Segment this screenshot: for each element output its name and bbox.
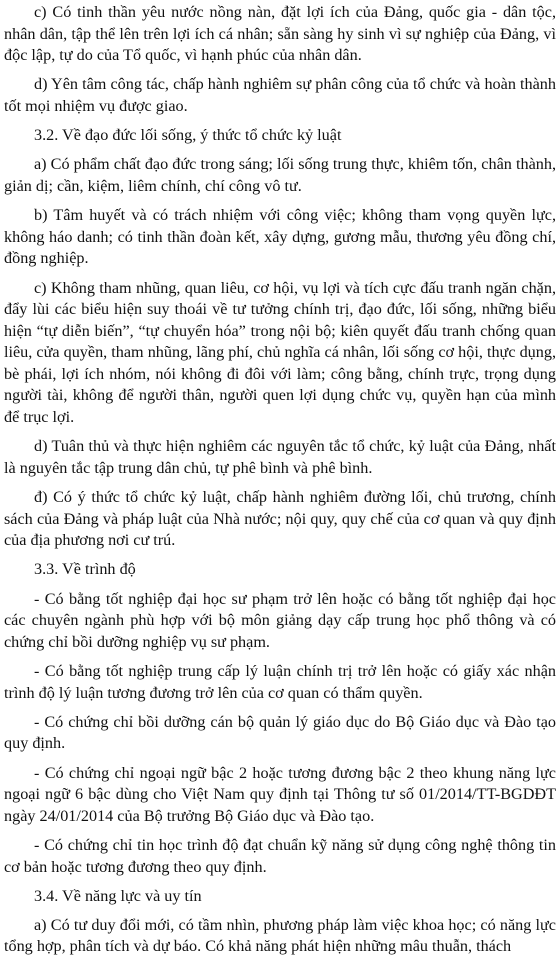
paragraph-3-2-dd: đ) Có ý thức tổ chức kỷ luật, chấp hành nghiêm đường lối, chủ trương, chính sách của Đảng và pháp luật của Nhà nước; nội quy, quy chế của cơ quan và quy định của địa phương nơi cư trú. [4,488,556,550]
paragraph-3-3-degree: - Có bằng tốt nghiệp đại học sư phạm trở lên hoặc có bằng tốt nghiệp đại học các chuyên ngành phù hợp với bộ môn giảng dạy cấp trung học phổ thông và có chứng chỉ bồi dưỡng nghiệp vụ sư phạm. [4,589,556,651]
paragraph-3-2-a: a) Có phẩm chất đạo đức trong sáng; lối sống trung thực, khiêm tốn, chân thành, giản dị; cần, kiệm, liêm chính, chí công vô tư. [4,155,556,195]
section-heading-3-2: 3.2. Về đạo đức lối sống, ý thức tổ chức kỷ luật [34,126,342,145]
paragraph-3-3-foreign-language: - Có chứng chỉ ngoại ngữ bậc 2 hoặc tương đương bậc 2 theo khung năng lực ngoại ngữ 6 bậc dùng cho Việt Nam quy định tại Thông tư số 01/2014/TT-BGDĐT ngày 24/01/2014 của Bộ trưởng Bộ Giáo dục và Đào tạo. [4,763,556,825]
paragraph-3-2-c: c) Không tham nhũng, quan liêu, cơ hội, vụ lợi và tích cực đấu tranh ngăn chặn, đẩy lùi các biểu hiện suy thoái về tư tưởng chính trị, đạo đức, lối sống, những biểu hiện “tự diễn biến”, “tự chuyển hóa” trong nội bộ; kiên quyết đấu tranh chống quan liêu, cửa quyền, tham nhũng, lãng phí, chủ nghĩa cá nhân, lối sống cơ hội, thực dụng, bè phái, lợi ích nhóm, nói không đi đôi với làm; công bằng, chính trực, trọng dụng người tài, không để người thân, người quen lợi dụng chức vụ, quyền hạn của mình để trục lợi. [4,278,556,427]
paragraph-3-2-b: b) Tâm huyết và có trách nhiệm với công việc; không tham vọng quyền lực, không háo danh; có tinh thần đoàn kết, xây dựng, gương mẫu, thương yêu đồng chí, đồng nghiệp. [4,206,556,268]
paragraph-3-3-it-cert: - Có chứng chỉ tin học trình độ đạt chuẩn kỹ năng sử dụng công nghệ thông tin cơ bản hoặc tương đương theo quy định. [4,835,556,876]
section-heading-3-3: 3.3. Về trình độ [34,560,136,579]
paragraph-3-1-c: c) Có tinh thần yêu nước nồng nàn, đặt lợi ích của Đảng, quốc gia - dân tộc, nhân dân, tập thể lên trên lợi ích cá nhân; sẵn sàng hy sinh vì sự nghiệp của Đảng, vì độc lập, tự do của Tổ quốc, vì hạnh phúc của nhân dân. [4,3,556,65]
paragraph-3-3-political-theory: - Có bằng tốt nghiệp trung cấp lý luận chính trị trở lên hoặc có giấy xác nhận trình độ lý luận tương đương trở lên của cơ quan có thẩm quyền. [4,661,556,702]
paragraph-3-2-d: d) Tuân thủ và thực hiện nghiêm các nguyên tắc tổ chức, kỷ luật của Đảng, nhất là nguyên tắc tập trung dân chủ, tự phê bình và phê bình. [4,437,556,477]
paragraph-3-4-a: a) Có tư duy đổi mới, có tầm nhìn, phương pháp làm việc khoa học; có năng lực tổng hợp, phân tích và dự báo. Có khả năng phát hiện những mâu thuẫn, thách [4,915,556,956]
section-heading-3-4: 3.4. Về năng lực và uy tín [34,886,202,905]
paragraph-3-1-d: d) Yên tâm công tác, chấp hành nghiêm sự phân công của tổ chức và hoàn thành tốt mọi nhiệm vụ được giao. [4,75,556,115]
paragraph-3-3-management-cert: - Có chứng chỉ bồi dưỡng cán bộ quản lý giáo dục do Bộ Giáo dục và Đào tạo quy định. [4,712,556,753]
